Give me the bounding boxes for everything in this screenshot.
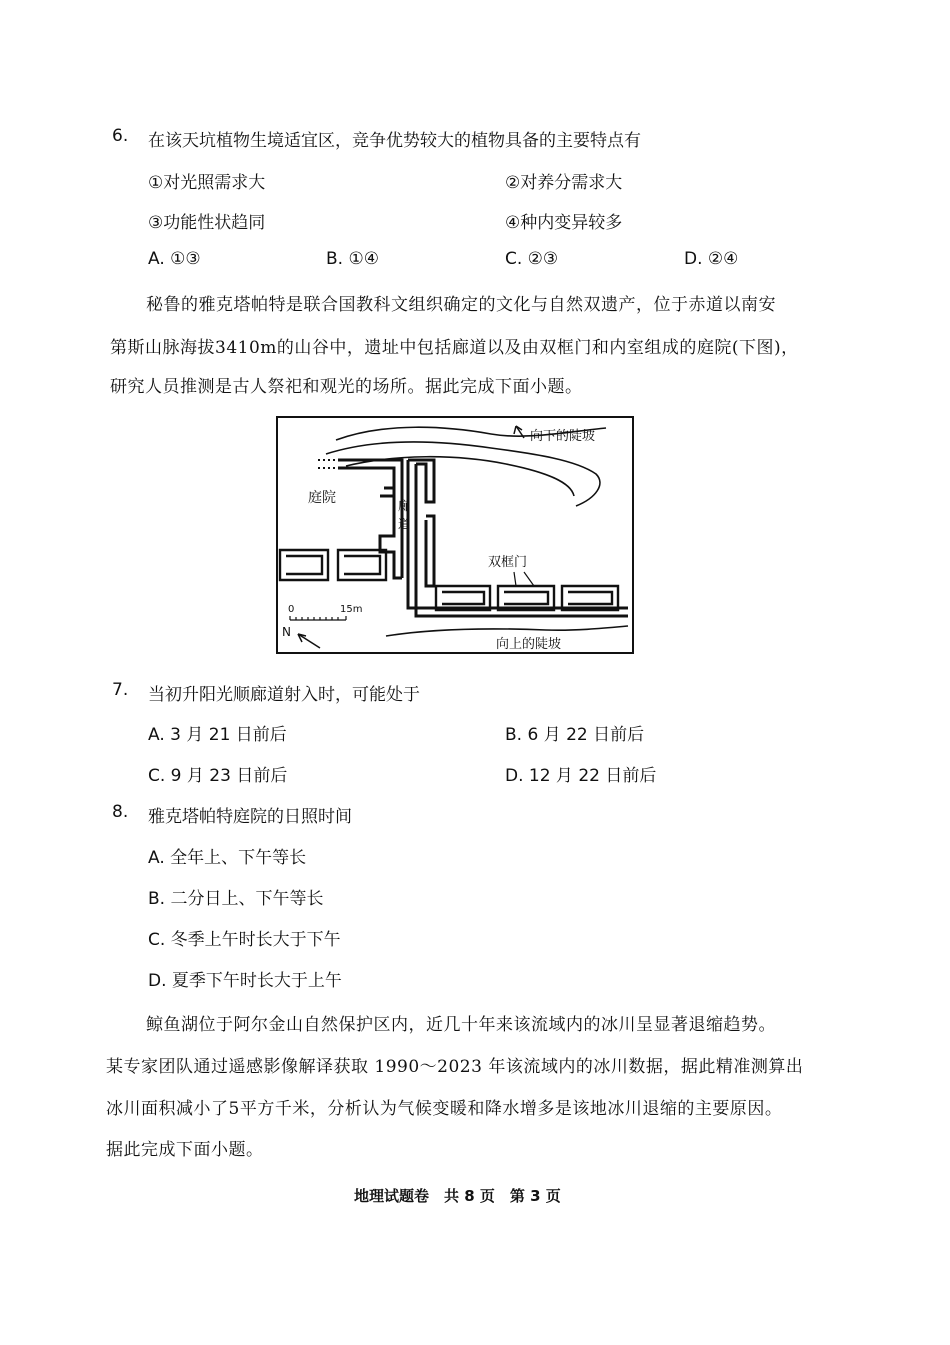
passage1-line1: 秘鲁的雅克塔帕特是联合国教科文组织确定的文化与自然双遗产，位于赤道以南安: [146, 295, 776, 315]
q6-item-3: ③功能性状趋同: [148, 213, 266, 233]
q8-option-d: D. 夏季下午时长大于上午: [148, 971, 342, 991]
page-footer: 地理试题卷 共 8 页 第 3 页: [354, 1187, 561, 1205]
label-slope-up: 向上的陡坡: [496, 637, 562, 652]
scale-end: 15m: [340, 604, 363, 615]
passage2-line4: 据此完成下面小题。: [106, 1140, 264, 1160]
passage1-line2: 第斯山脉海拔3410m的山谷中，遗址中包括廊道以及由双框门和内室组成的庭院(下图)，: [110, 338, 799, 358]
site-plan-svg: [276, 416, 634, 654]
q6-item-4: ④种内变异较多: [505, 213, 623, 233]
q7-option-d: D. 12 月 22 日前后: [505, 766, 657, 786]
q6-item-1: ①对光照需求大: [148, 173, 266, 193]
q7-option-b: B. 6 月 22 日前后: [505, 725, 645, 745]
q8-number: 8.: [112, 802, 129, 822]
q6-option-d: D. ②④: [684, 249, 739, 269]
label-slope-down: 向下的陡坡: [530, 429, 596, 444]
q6-number: 6.: [112, 126, 129, 146]
passage2-line1: 鲸鱼湖位于阿尔金山自然保护区内，近几十年来该流域内的冰川呈显著退缩趋势。: [146, 1015, 776, 1035]
label-double-door: 双框门: [488, 555, 528, 570]
q7-stem: 当初升阳光顺廊道射入时，可能处于: [148, 685, 420, 705]
q7-option-c: C. 9 月 23 日前后: [148, 766, 288, 786]
q8-option-b: B. 二分日上、下午等长: [148, 889, 324, 909]
passage2-line3: 冰川面积减小了5平方千米，分析认为气候变暖和降水增多是该地冰川退缩的主要原因。: [106, 1099, 783, 1119]
q6-option-c: C. ②③: [505, 249, 559, 269]
q6-option-b: B. ①④: [326, 249, 379, 269]
q7-number: 7.: [112, 680, 129, 700]
north-label: N: [282, 625, 291, 639]
q6-stem: 在该天坑植物生境适宜区，竞争优势较大的植物具备的主要特点有: [148, 131, 641, 151]
label-corridor-2: 道: [398, 517, 411, 531]
site-plan-figure: [276, 416, 634, 654]
q8-stem: 雅克塔帕特庭院的日照时间: [148, 807, 352, 827]
q6-item-2: ②对养分需求大: [505, 173, 623, 193]
scale-zero: 0: [288, 604, 295, 615]
label-courtyard: 庭院: [308, 490, 336, 506]
passage2-line2: 某专家团队通过遥感影像解译获取 1990～2023 年该流域内的冰川数据，据此精准测算出: [106, 1057, 804, 1077]
q6-option-a: A. ①③: [148, 249, 201, 269]
label-corridor-1: 廊: [398, 499, 411, 513]
q8-option-a: A. 全年上、下午等长: [148, 848, 307, 868]
q8-option-c: C. 冬季上午时长大于下午: [148, 930, 341, 950]
passage1-line3: 研究人员推测是古人祭祀和观光的场所。据此完成下面小题。: [110, 377, 583, 397]
q7-option-a: A. 3 月 21 日前后: [148, 725, 287, 745]
